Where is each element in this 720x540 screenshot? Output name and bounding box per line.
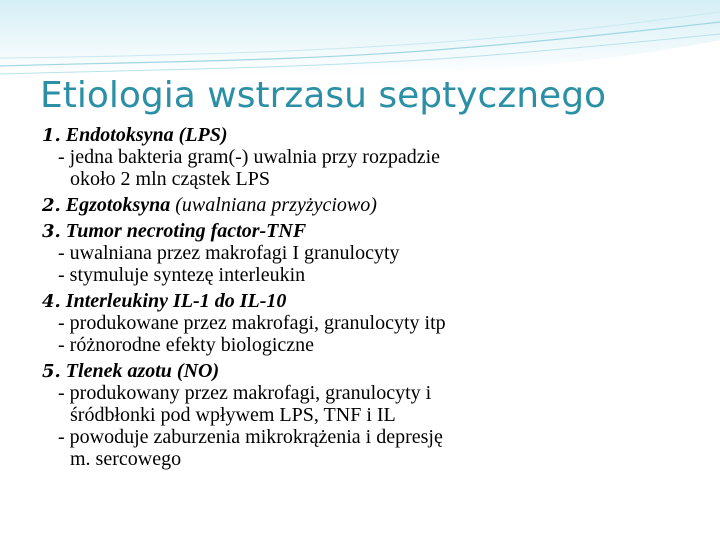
- detail-line: - stymuluje syntezę interleukin: [58, 264, 306, 286]
- item-number: 4.: [42, 291, 61, 312]
- item-heading-5: [42, 360, 702, 382]
- slide-title: Etiologia wstrzasu septycznego: [40, 75, 607, 116]
- item-title: Egzotoksyna: [65, 194, 171, 216]
- item-number: 5.: [42, 361, 61, 382]
- detail-line: - jedna bakteria gram(-) uwalnia przy rozpadzie: [58, 146, 441, 168]
- item-number: 1.: [42, 125, 61, 146]
- item-heading-1: [42, 124, 702, 146]
- item-title-rest: (uwalniana przyżyciowo): [170, 194, 377, 216]
- item-heading-3: [42, 220, 702, 242]
- detail-line: - różnorodne efekty biologiczne: [58, 334, 315, 356]
- item-title: Tlenek azotu (NO): [65, 360, 220, 382]
- detail-line: - uwalniana przez makrofagi I granulocyty: [58, 242, 400, 264]
- item-title: Interleukiny IL-1 do IL-10: [65, 290, 287, 312]
- detail-line: - produkowane przez makrofagi, granulocyty itp: [58, 312, 446, 334]
- item-number: 3.: [42, 221, 61, 242]
- detail-line-cont: około 2 mln cząstek LPS: [70, 168, 270, 190]
- detail-line-cont: śródbłonki pod wpływem LPS, TNF i IL: [70, 404, 396, 426]
- item-heading-2: [42, 194, 702, 216]
- item-heading-4: [42, 290, 702, 312]
- slide-body: [42, 124, 702, 470]
- item-title: Tumor necroting factor-TNF: [65, 220, 307, 242]
- item-number: 2.: [42, 195, 61, 216]
- detail-line: - powoduje zaburzenia mikrokrążenia i depresję: [58, 426, 443, 448]
- item-title: Endotoksyna (LPS): [65, 124, 228, 146]
- detail-line: - produkowany przez makrofagi, granulocyty i: [58, 382, 432, 404]
- detail-line-cont: m. sercowego: [70, 448, 182, 470]
